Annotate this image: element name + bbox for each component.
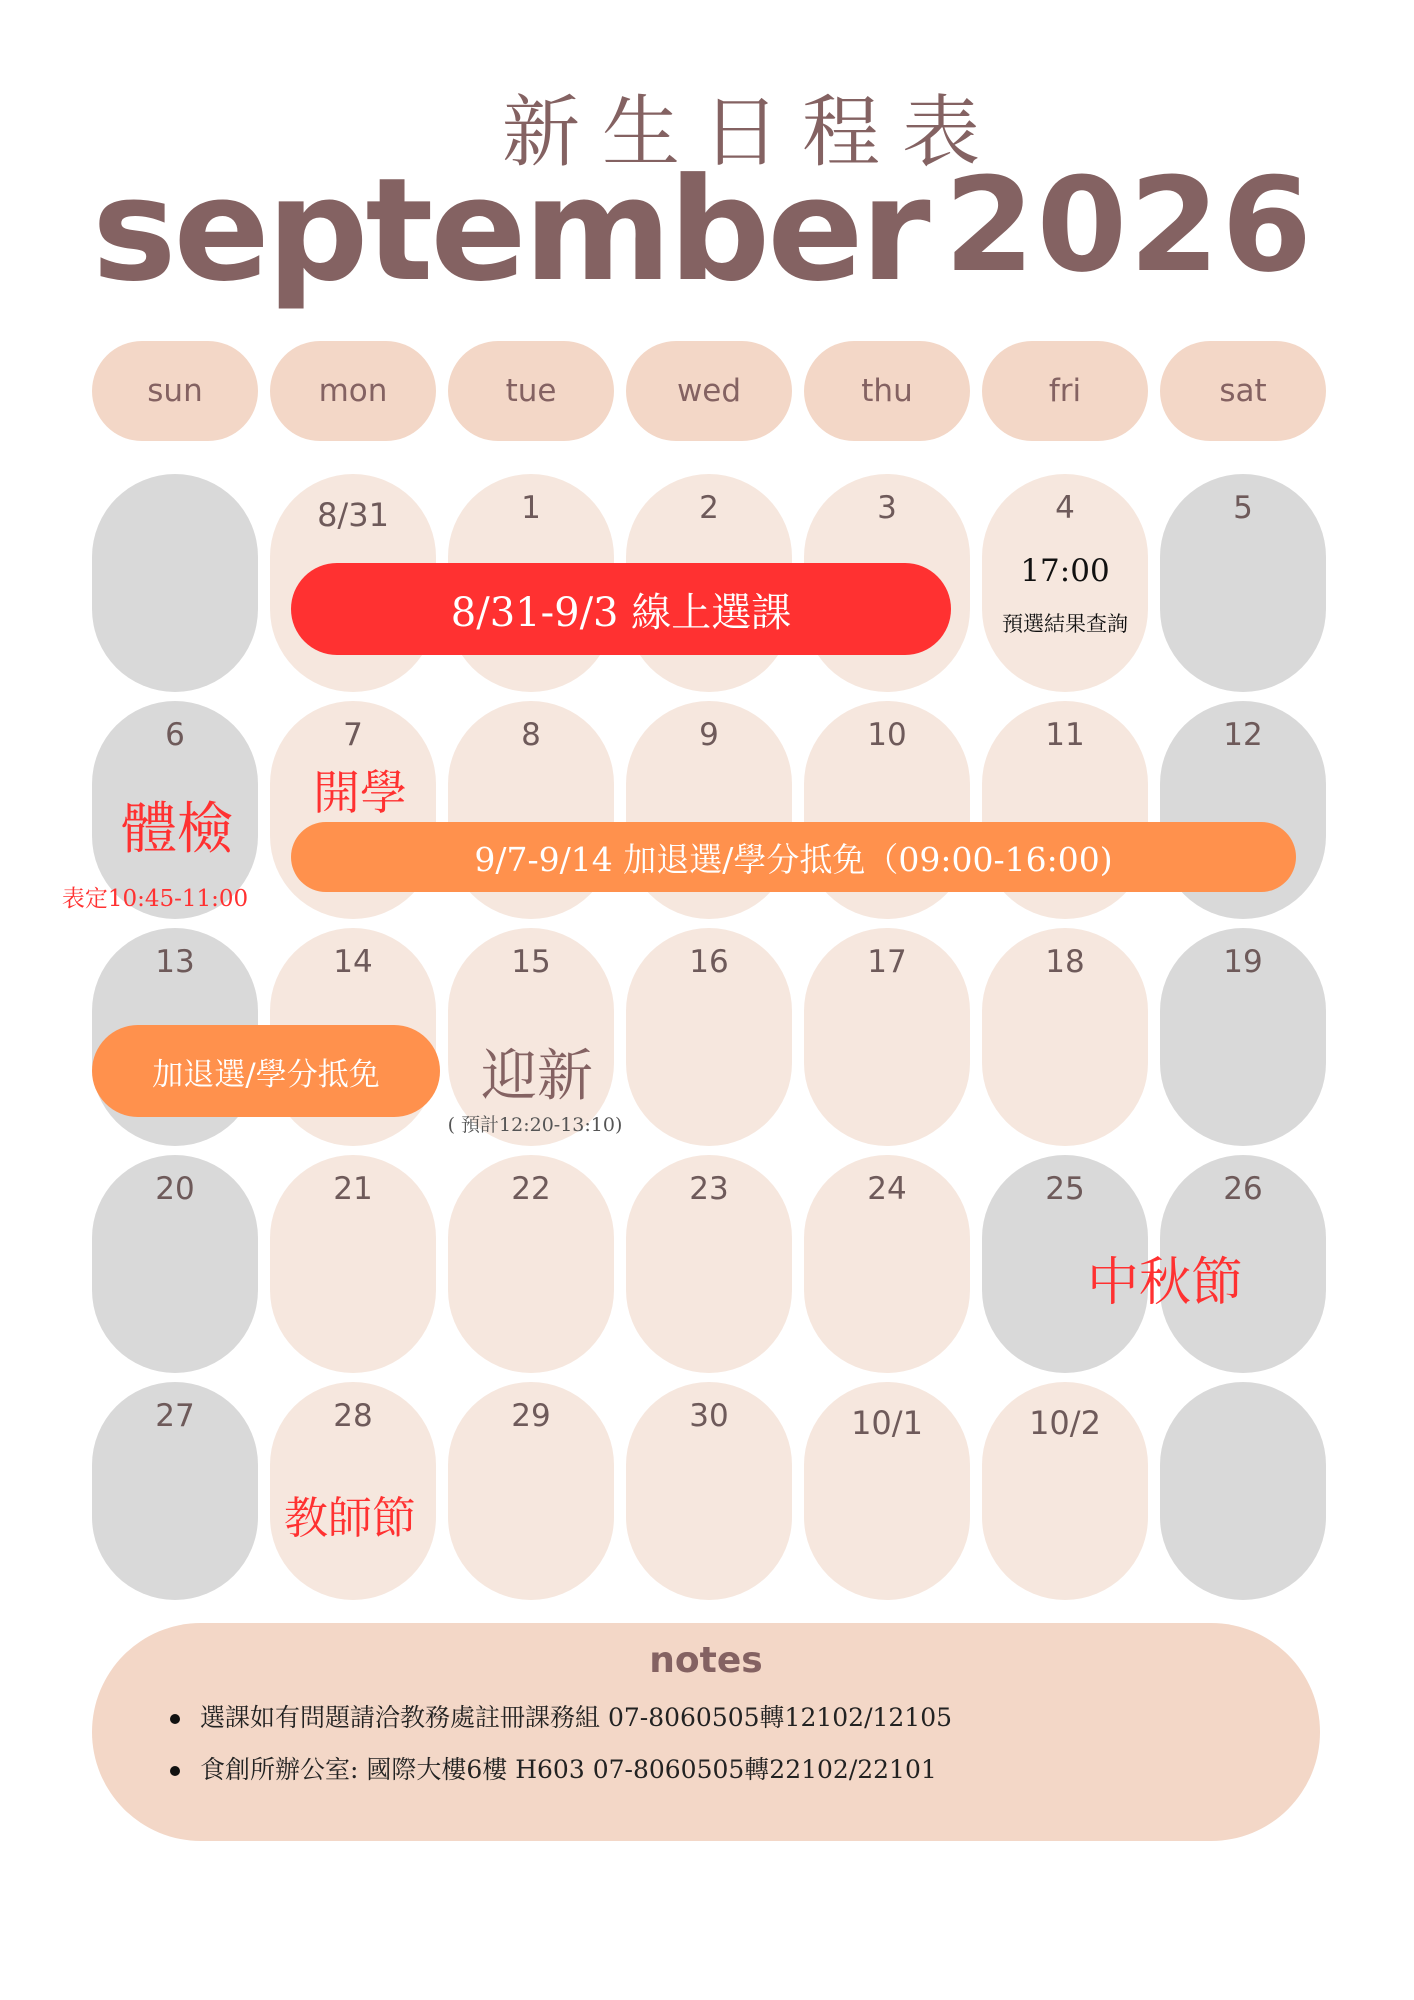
page-subtitle: 新生日程表	[501, 88, 1002, 178]
orientation-label: 迎新	[481, 1044, 593, 1109]
calendar-day-number: 10/2	[1029, 1404, 1101, 1442]
calendar-day-cell	[1160, 1382, 1326, 1600]
calendar-day-number: 17	[867, 944, 907, 980]
notes-title: notes	[649, 1640, 763, 1681]
preselect-time: 17:00	[1020, 553, 1110, 589]
calendar-day-number: 12	[1223, 717, 1263, 753]
school-start-label: 開學	[313, 766, 407, 821]
calendar-day-number: 8/31	[317, 496, 389, 534]
calendar-day-number: 30	[689, 1398, 729, 1434]
month-title: september	[92, 148, 928, 313]
weekday-header-3: wed	[626, 341, 792, 441]
weekday-header-2: tue	[448, 341, 614, 441]
calendar-day-number: 20	[155, 1171, 195, 1207]
calendar-day-number: 24	[867, 1171, 907, 1207]
add-drop-continue-label: 加退選/學分抵免	[152, 1056, 380, 1093]
online-course-selection-label: 8/31-9/3 線上選課	[450, 589, 792, 636]
calendar-day-number: 15	[511, 944, 551, 980]
calendar-day-number: 7	[343, 717, 363, 753]
calendar-day-number: 28	[333, 1398, 373, 1434]
calendar-day-number: 19	[1223, 944, 1263, 980]
calendar-day-number: 5	[1233, 490, 1253, 526]
calendar-day-number: 14	[333, 944, 373, 980]
calendar-day-number: 9	[699, 717, 719, 753]
calendar-day-number: 16	[689, 944, 729, 980]
calendar-day-number: 8	[521, 717, 541, 753]
calendar-day-number: 22	[511, 1171, 551, 1207]
notes-list	[200, 1692, 952, 1796]
calendar-day-number: 10/1	[851, 1404, 923, 1442]
calendar-day-number: 18	[1045, 944, 1085, 980]
weekday-header-1: mon	[270, 341, 436, 441]
calendar-day-number: 29	[511, 1398, 551, 1434]
weekday-header-6: sat	[1160, 341, 1326, 441]
online-course-selection-bar	[291, 563, 951, 655]
add-drop-label: 9/7-9/14 加退選/學分抵免（09:00-16:00)	[474, 839, 1113, 879]
add-drop-bar	[291, 822, 1296, 892]
year-title: 2026	[944, 149, 1314, 301]
calendar-day-number: 4	[1055, 490, 1075, 526]
calendar-day-number: 1	[521, 490, 541, 526]
teachers-day-label: 教師節	[284, 1493, 416, 1544]
calendar-day-number: 3	[877, 490, 897, 526]
calendar-day-number: 11	[1045, 717, 1085, 753]
preselect-result-label: 預選結果查詢	[1002, 612, 1128, 636]
calendar-day-number: 10	[867, 717, 907, 753]
calendar-day-number: 21	[333, 1171, 373, 1207]
orientation-time: ( 預計12:20-13:10)	[447, 1114, 623, 1136]
mid-autumn-label: 中秋節	[1086, 1253, 1243, 1313]
weekday-header-5: fri	[982, 341, 1148, 441]
calendar-day-number: 27	[155, 1398, 195, 1434]
calendar-day-number: 2	[699, 490, 719, 526]
health-check-label: 體檢	[121, 797, 233, 862]
calendar-day-number: 23	[689, 1171, 729, 1207]
add-drop-continue-bar	[92, 1025, 440, 1117]
calendar-day-number: 25	[1045, 1171, 1085, 1207]
health-check-time: 表定10:45-11:00	[61, 886, 249, 912]
notes-item: 選課如有問題請洽教務處註冊課務組 07-8060505轉12102/12105	[200, 1692, 952, 1744]
calendar-day-number: 13	[155, 944, 195, 980]
calendar-day-number: 26	[1223, 1171, 1263, 1207]
calendar-day-cell	[92, 474, 258, 692]
calendar-day-number: 6	[165, 717, 185, 753]
weekday-header-0: sun	[92, 341, 258, 441]
weekday-header-4: thu	[804, 341, 970, 441]
notes-item: 食創所辦公室: 國際大樓6樓 H603 07-8060505轉22102/22101	[200, 1744, 952, 1796]
